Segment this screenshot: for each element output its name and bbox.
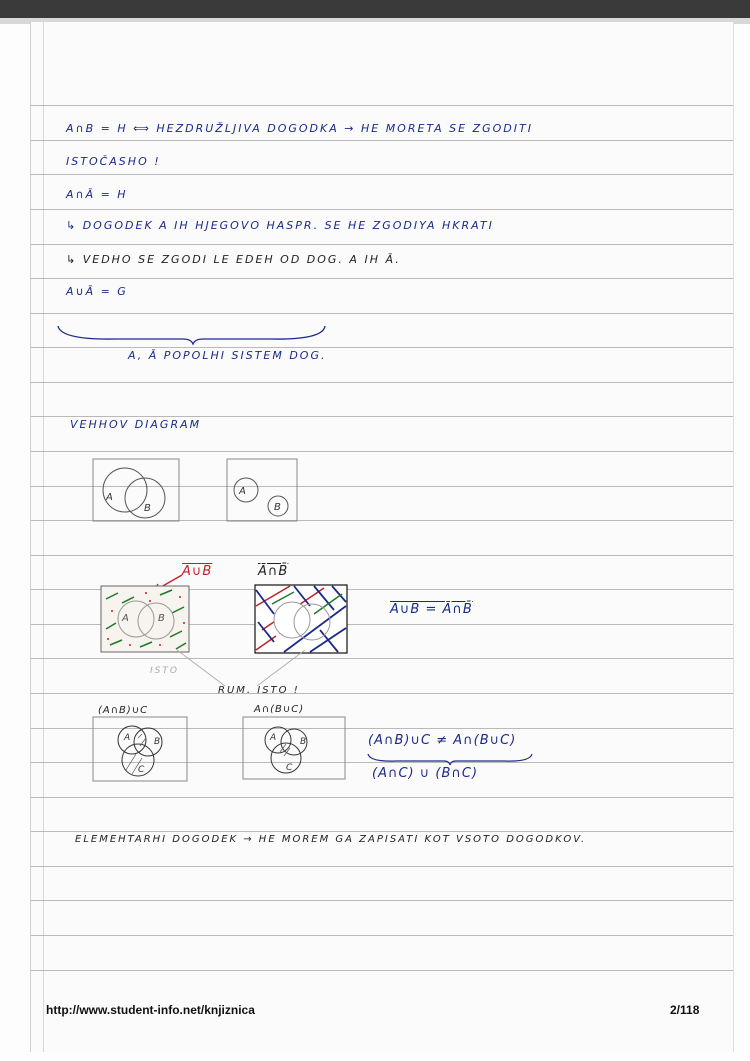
margin-line xyxy=(43,22,44,1052)
ruled-line xyxy=(31,313,733,314)
ruled-line xyxy=(31,209,733,210)
underbrace-symbol xyxy=(366,752,534,766)
right-expression-label: A∩(B∪C) xyxy=(254,704,305,715)
rum-isto-note: RUM. ISTO ! xyxy=(218,685,300,696)
ruled-line xyxy=(31,555,733,556)
not-union-label: A∪B xyxy=(182,564,213,579)
set-a-label: A xyxy=(239,486,246,497)
set-b-label: B xyxy=(274,502,281,513)
ruled-line xyxy=(31,970,733,971)
ruled-line xyxy=(31,658,733,659)
set-a-label: A xyxy=(124,733,131,743)
ruled-line xyxy=(31,693,733,694)
venn-intersecting-sets xyxy=(92,458,180,522)
venn-disjoint-sets xyxy=(226,458,298,522)
brace-symbol xyxy=(55,322,330,344)
not-a-and-not-b-label: Ā∩B̄ xyxy=(258,564,289,579)
set-a-label: A xyxy=(122,613,129,624)
venn-intersection-of-complements xyxy=(254,584,348,654)
ruled-line xyxy=(31,866,733,867)
set-a-label: A xyxy=(270,733,277,743)
venn-heading: VEHHOV DIAGRAM xyxy=(70,418,202,431)
elementary-event-line: ELEMEHTARHI DOGODEK → HE MOREM GA ZAPISATI KOT VSOTO DOGODKOV. xyxy=(75,834,587,845)
ruled-line xyxy=(31,831,733,832)
notebook-page xyxy=(30,22,734,1052)
venn-three-sets-left xyxy=(92,716,188,782)
complete-system-line: A, Ā POPOLHI SISTEM DOG. xyxy=(128,349,327,362)
isto-note: ISTO xyxy=(150,666,179,676)
complement-intersection-line: A∩Ā = H xyxy=(66,188,128,201)
set-c-label: C xyxy=(138,765,145,775)
equivalent-expression: (A∩C) ∪ (B∩C) xyxy=(372,766,479,781)
set-c-label: C xyxy=(286,763,293,773)
ruled-line xyxy=(31,244,733,245)
ruled-line xyxy=(31,416,733,417)
left-expression-label: (A∩B)∪C xyxy=(98,705,149,716)
ruled-line xyxy=(31,105,733,106)
ruled-line xyxy=(31,174,733,175)
venn-complement-of-union xyxy=(100,585,190,653)
set-b-label: B xyxy=(158,613,165,624)
mutually-exclusive-line: A∩B = H ⟺ HEZDRUŽLJIVA DOGODKA → HE MORETA SE ZGODITI xyxy=(66,122,533,135)
set-a-label: A xyxy=(106,492,113,503)
de-morgan-law: A∪B = Ā∩B̄ xyxy=(390,602,473,617)
set-b-label: B xyxy=(154,737,161,747)
simultaneously-line: ISTOČASHO ! xyxy=(66,155,161,168)
page-number: 2/118 xyxy=(670,1003,700,1017)
ruled-line xyxy=(31,382,733,383)
scan-top-edge xyxy=(0,0,750,18)
ruled-line xyxy=(31,797,733,798)
inequality-expression: (A∩B)∪C ≠ A∩(B∪C) xyxy=(368,733,517,748)
ruled-line xyxy=(31,347,733,348)
footer-url[interactable]: http://www.student-info.net/knjiznica xyxy=(46,1003,255,1017)
set-b-label: B xyxy=(300,737,307,747)
ruled-line xyxy=(31,935,733,936)
venn-three-sets-right xyxy=(242,716,346,780)
ruled-line xyxy=(31,900,733,901)
arrow-line-2: ↳ VEDHO SE ZGODI LE EDEH OD DOG. A IH Ā. xyxy=(66,253,401,266)
ruled-line xyxy=(31,140,733,141)
ruled-line xyxy=(31,278,733,279)
ruled-line xyxy=(31,451,733,452)
set-b-label: B xyxy=(144,503,151,514)
arrow-line-1: ↳ DOGODEK A IH HJEGOVO HASPR. SE HE ZGODIYA HKRATI xyxy=(66,219,494,232)
complement-union-line: A∪Ā = G xyxy=(66,285,128,298)
